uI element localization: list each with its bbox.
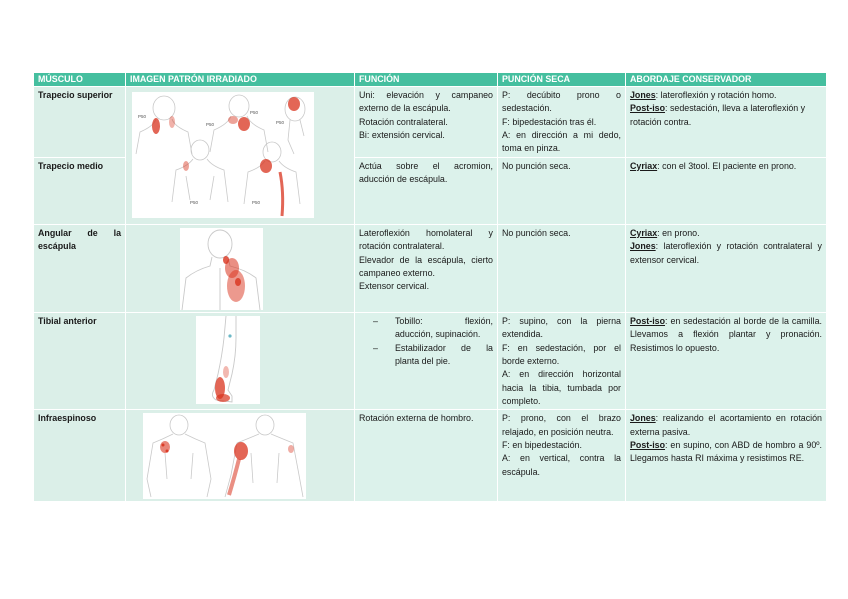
table-row <box>34 410 827 502</box>
referred-pain-image-trapecio <box>126 87 355 225</box>
referred-pain-image-angular <box>126 224 355 312</box>
table-row <box>34 87 827 158</box>
funcion-list <box>359 315 493 368</box>
funcion-cell: Actúa sobre el acromion, aducción de escápula. <box>355 157 498 224</box>
funcion-cell: Uni: elevación y campaneo externo de la escápula. Rotación contralateral. Bi: extensión cervical. <box>355 87 498 158</box>
trapezius-pain-illustration <box>132 92 314 218</box>
header-funcion: FUNCIÓN <box>355 73 498 87</box>
muscle-table <box>33 72 827 502</box>
abordaje-cell: Jones: lateroflexión y rotación homo. Post-iso: sedestación, lleva a lateroflexión y rotación contra. <box>626 87 827 158</box>
funcion-cell: Rotación externa de hombro. <box>355 410 498 502</box>
table-row <box>34 312 827 410</box>
technique-label: Post-iso <box>630 440 666 451</box>
header-abordaje: ABORDAJE CONSERVADOR <box>626 73 827 87</box>
puncion-cell: P: decúbito prono o sedestación. F: bipedestación tras él. A: en dirección a mi dedo, toma en pinza. <box>498 87 626 158</box>
technique-label: Jones <box>630 241 656 252</box>
infraspinatus-pain-illustration <box>143 413 306 499</box>
abordaje-cell: Cyriax: con el 3tool. El paciente en prono. <box>626 157 827 224</box>
pain-label: P50 <box>190 200 199 205</box>
pain-label: P50 <box>206 122 215 127</box>
technique-label: Cyriax <box>630 227 658 238</box>
technique-label: Jones <box>630 90 656 100</box>
tibialis-anterior-pain-illustration <box>196 316 260 404</box>
funcion-cell: Lateroflexión homolateral y rotación contralateral. Elevador de la escápula, cierto campaneo externo. Extensor cervical. <box>355 224 498 312</box>
abordaje-cell: Post-iso: en sedestación al borde de la camilla. Llevamos a flexión plantar y pronación. Resistimos lo opuesto. <box>626 312 827 410</box>
pain-label: P50 <box>250 110 259 115</box>
muscle-name: Trapecio medio <box>34 157 126 224</box>
list-item: – Tobillo: flexión, aducción, supinación. <box>395 315 493 342</box>
levator-scapulae-pain-illustration <box>180 228 263 310</box>
technique-label: Post-iso <box>630 315 666 326</box>
technique-label: Post-iso <box>630 103 666 114</box>
header-musculo: MÚSCULO <box>34 73 126 87</box>
muscle-name: Infraespinoso <box>34 410 126 502</box>
referred-pain-image-tibial <box>126 312 355 410</box>
abordaje-cell: Cyriax: en prono. Jones: lateroflexión y rotación contralateral y extensor cervical. <box>626 224 827 312</box>
puncion-cell: No punción seca. <box>498 224 626 312</box>
pain-label: P50 <box>276 120 285 125</box>
technique-label: Jones <box>630 413 656 424</box>
table-header-row <box>34 73 827 87</box>
header-puncion: PUNCIÓN SECA <box>498 73 626 87</box>
puncion-cell: P: prono, con el brazo relajado, en posición neutra. F: en bipedestación. A: en vertical, contra la escápula. <box>498 410 626 502</box>
puncion-cell: No punción seca. <box>498 157 626 224</box>
header-imagen: IMAGEN PATRÓN IRRADIADO <box>126 73 355 87</box>
funcion-cell <box>355 312 498 410</box>
puncion-cell: P: supino, con la pierna extendida. F: en sedestación, por el borde externo. A: en dirección horizontal hacia la tibia, tumbada por completo. <box>498 312 626 410</box>
muscle-name: Angular de la escápula <box>34 224 126 312</box>
technique-label: Cyriax <box>630 160 658 171</box>
pain-label: P50 <box>252 200 261 205</box>
referred-pain-image-infraespinoso <box>126 410 355 502</box>
muscle-name: Tibial anterior <box>34 312 126 410</box>
muscle-name: Trapecio superior <box>34 87 126 158</box>
pain-label: P50 <box>138 114 147 119</box>
list-item: – Estabilizador de la planta del pie. <box>395 342 493 369</box>
abordaje-cell: Jones: realizando el acortamiento en rotación externa pasiva. Post-iso: en supino, con ABD de hombro a 90º. Llegamos hasta RI máxima y resistimos RE. <box>626 410 827 502</box>
table-row <box>34 224 827 312</box>
